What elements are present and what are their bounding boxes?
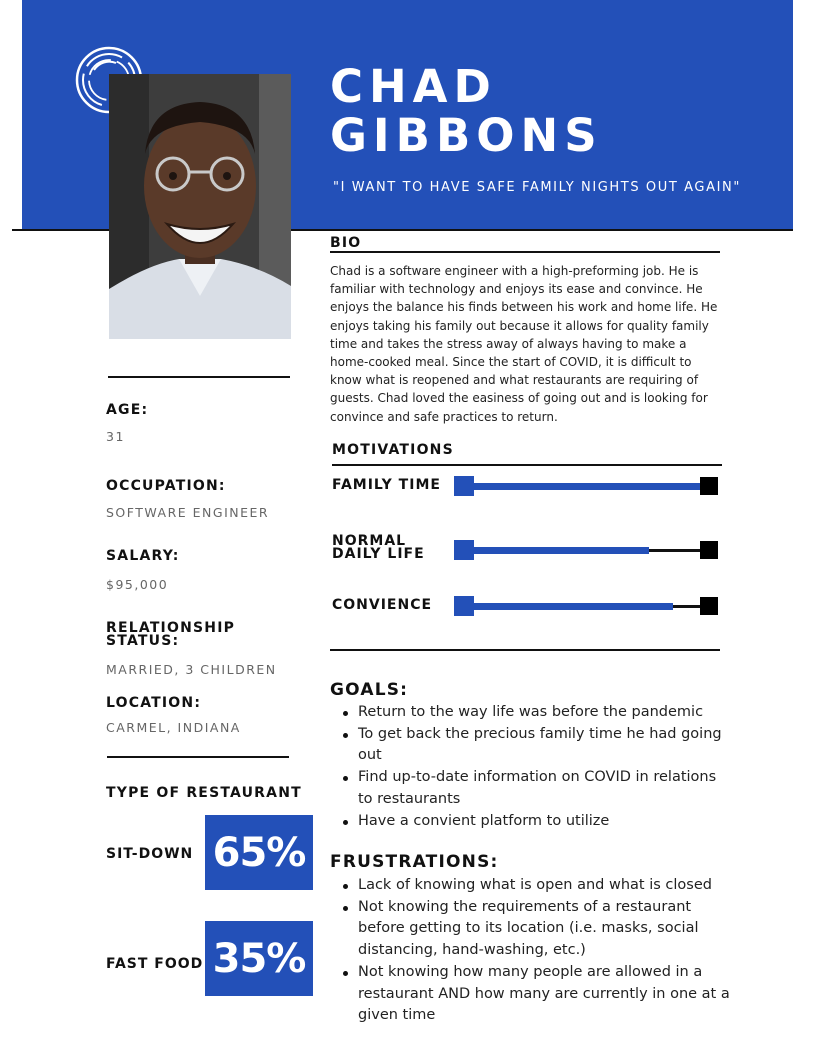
bio-divider bbox=[330, 251, 720, 253]
goals-title: GOALS: bbox=[330, 680, 409, 700]
salary-label: SALARY: bbox=[106, 548, 180, 564]
slider-start-handle bbox=[454, 476, 474, 496]
motivations-bottom-divider bbox=[330, 649, 720, 651]
restaurant-percent-sit-down: 65% bbox=[205, 815, 313, 890]
relationship-label-line1: RELATIONSHIP bbox=[106, 620, 236, 636]
slider-end-handle bbox=[700, 477, 718, 495]
motivation-label-line: NORMAL bbox=[332, 533, 407, 549]
slider-start-handle bbox=[454, 540, 474, 560]
location-value: CARMEL, INDIANA bbox=[106, 720, 241, 735]
motivation-slider-convience bbox=[454, 596, 718, 616]
relationship-label-line2: STATUS: bbox=[106, 633, 180, 649]
motivation-label-line: FAMILY TIME bbox=[332, 477, 441, 493]
slider-fill bbox=[454, 603, 673, 610]
occupation-value: SOFTWARE ENGINEER bbox=[106, 505, 270, 520]
persona-quote: "I WANT TO HAVE SAFE FAMILY NIGHTS OUT AGAIN" bbox=[333, 180, 741, 195]
relationship-value: MARRIED, 3 CHILDREN bbox=[106, 662, 277, 677]
occupation-label: OCCUPATION: bbox=[106, 478, 226, 494]
details-divider-top bbox=[108, 376, 290, 378]
restaurant-percent-fast-food: 35% bbox=[205, 921, 313, 996]
motivation-label-family-time bbox=[332, 479, 441, 492]
location-label: LOCATION: bbox=[106, 695, 202, 711]
salary-value: $95,000 bbox=[106, 577, 169, 592]
frustrations-title: FRUSTRATIONS: bbox=[330, 852, 499, 872]
frustration-item: Lack of knowing what is open and what is closed bbox=[338, 875, 730, 897]
restaurant-type-label-sit-down: SIT-DOWN bbox=[106, 846, 194, 862]
slider-end-handle bbox=[700, 541, 718, 559]
motivations-title: MOTIVATIONS bbox=[332, 442, 454, 458]
bio-title: BIO bbox=[330, 235, 362, 251]
slider-start-handle bbox=[454, 596, 474, 616]
relationship-label bbox=[106, 622, 235, 648]
profile-photo bbox=[109, 74, 291, 339]
motivation-label-line: DAILY LIFE bbox=[332, 546, 425, 562]
goal-item: Return to the way life was before the pandemic bbox=[338, 702, 730, 724]
restaurant-type-label-fast-food: FAST FOOD bbox=[106, 956, 204, 972]
goals-list bbox=[338, 702, 730, 832]
slider-fill bbox=[454, 483, 700, 490]
bio-text: Chad is a software engineer with a high-preforming job. He is familiar with technology and enjoys its ease and convince. He enjoys the balance his finds between his work and home life. He enjoys taking his family out because it allows for quality family time and takes the stress away of always having to make a home-cooked meal. Since the start of COVID, it is difficult to know what is reopened and what restaurants are requiring of guests. Chad loved the easiness of going out and is looking for convince and safe practices to return. bbox=[330, 264, 718, 424]
frustration-item: Not knowing the requirements of a restaurant before getting to its location (i.e. masks, social distancing, hand-washing, etc.) bbox=[338, 897, 730, 962]
details-divider-bottom bbox=[107, 756, 289, 758]
goal-item: Find up-to-date information on COVID in relations to restaurants bbox=[338, 767, 730, 810]
frustrations-list bbox=[338, 875, 730, 1027]
persona-first-name: CHAD bbox=[330, 60, 497, 113]
restaurant-type-title: TYPE OF RESTAURANT bbox=[106, 785, 302, 801]
slider-end-handle bbox=[700, 597, 718, 615]
persona-name bbox=[330, 62, 603, 160]
age-value: 31 bbox=[106, 429, 125, 444]
motivations-divider bbox=[332, 464, 722, 466]
motivation-slider-family-time bbox=[454, 476, 718, 496]
motivation-label-line: CONVIENCE bbox=[332, 597, 433, 613]
frustration-item: Not knowing how many people are allowed in a restaurant AND how many are currently in one at a given time bbox=[338, 962, 730, 1027]
goal-item: Have a convient platform to utilize bbox=[338, 811, 730, 833]
goal-item: To get back the precious family time he had going out bbox=[338, 724, 730, 767]
motivation-label-normal-daily-life bbox=[332, 535, 425, 561]
age-label: AGE: bbox=[106, 402, 149, 418]
slider-fill bbox=[454, 547, 649, 554]
motivation-label-convience bbox=[332, 599, 432, 612]
persona-last-name: GIBBONS bbox=[330, 109, 603, 162]
motivation-slider-normal-daily-life bbox=[454, 540, 718, 560]
